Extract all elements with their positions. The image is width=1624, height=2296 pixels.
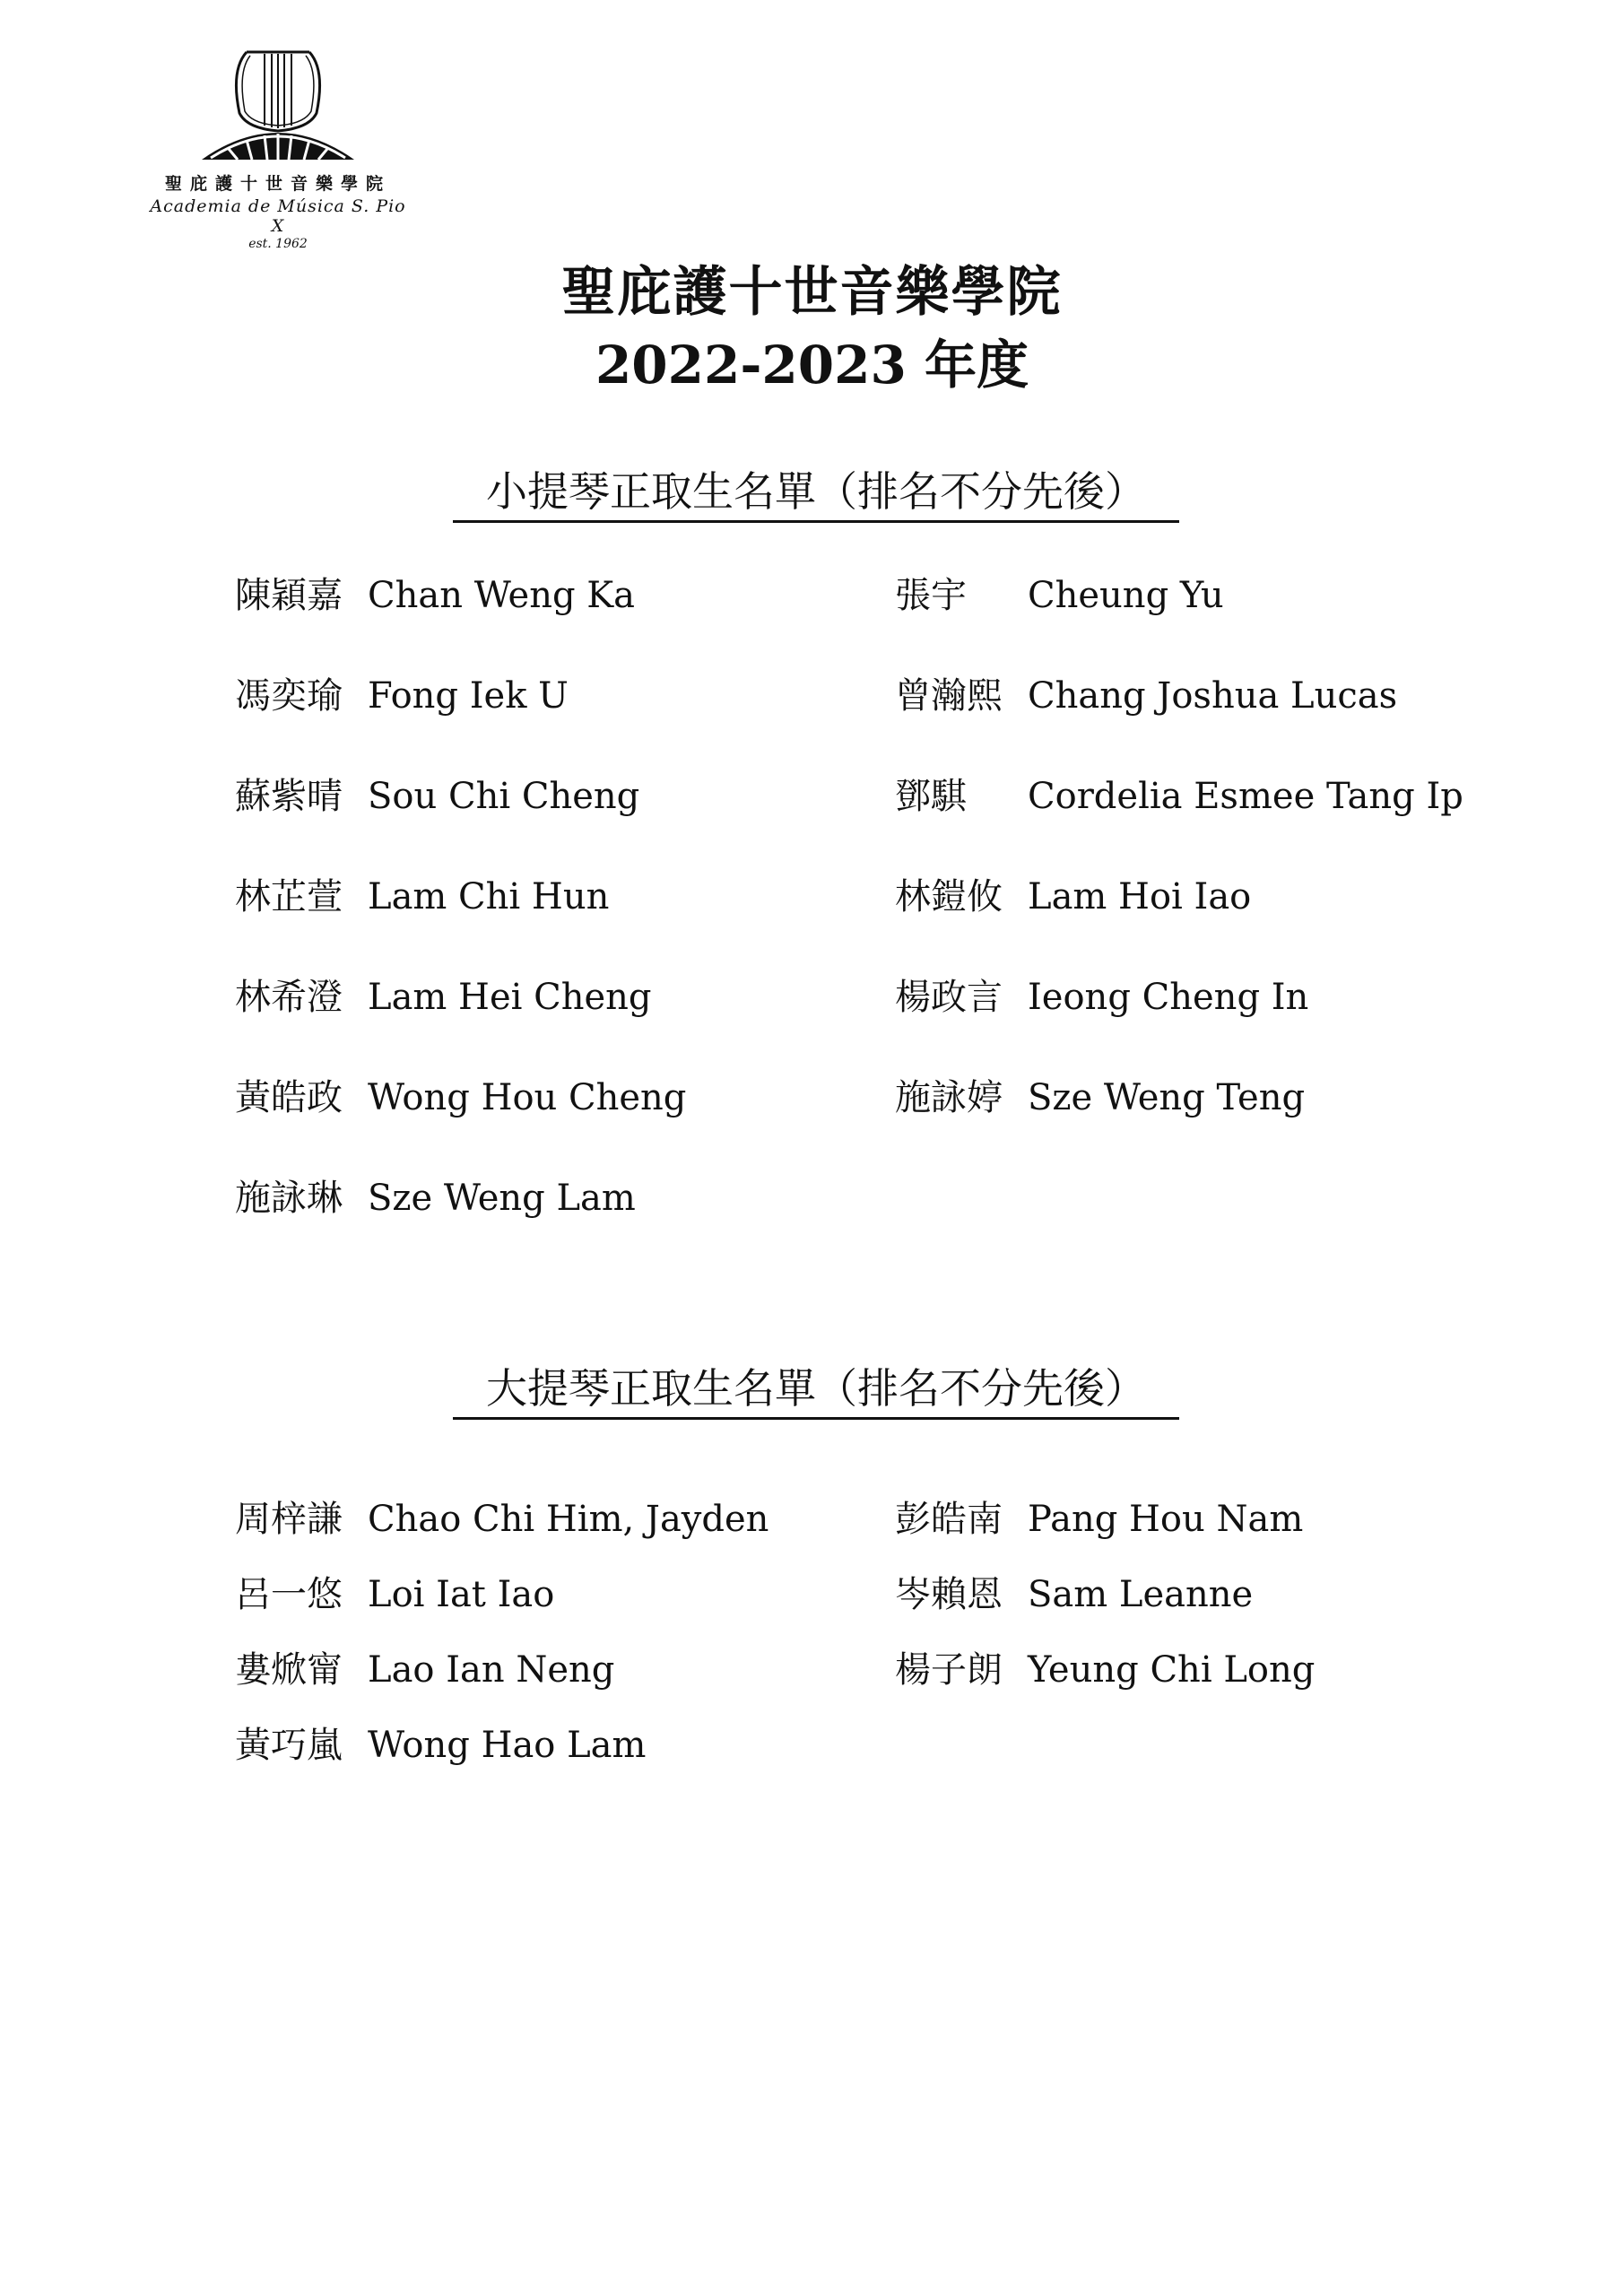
- student-name-cn: 林希澄: [235, 977, 343, 1018]
- student-entry: [235, 1170, 636, 1221]
- student-name-cn: 楊子朗: [895, 1649, 1003, 1691]
- student-entry: [235, 1717, 646, 1768]
- student-name-en: Cordelia Esmee Tang Ip: [1028, 776, 1463, 817]
- student-entry: [235, 1641, 614, 1692]
- student-name-cn: 岑賴恩: [895, 1574, 1003, 1615]
- student-name-cn: 鄧騏: [895, 776, 967, 817]
- academy-logo: [143, 43, 413, 251]
- student-name-cn: 林鎧攸: [895, 876, 1003, 918]
- lyre-piano-icon: [175, 43, 381, 169]
- student-name-cn: 婁焮甯: [235, 1649, 343, 1691]
- student-entry: [235, 1491, 769, 1542]
- student-name-en: Ieong Cheng In: [1028, 977, 1309, 1018]
- student-name-en: Lao Ian Neng: [368, 1649, 615, 1691]
- student-entry: [895, 969, 1308, 1020]
- student-name-en: Loi Iat Iao: [368, 1574, 555, 1615]
- student-name-en: Lam Hoi Iao: [1028, 876, 1252, 918]
- violin-list-heading: 小提琴正取生名單（排名不分先後）: [453, 459, 1179, 523]
- student-name-cn: 黃巧嵐: [235, 1725, 343, 1766]
- student-entry: [235, 1069, 686, 1120]
- logo-name-cn: 聖庇護十世音樂學院: [164, 174, 391, 194]
- page-title: 聖庇護十世音樂學院: [561, 261, 1063, 324]
- student-name-cn: 蘇紫晴: [235, 776, 343, 817]
- student-name-cn: 陳穎嘉: [235, 575, 343, 616]
- student-entry: [895, 667, 1397, 718]
- student-name-cn: 林芷萱: [235, 876, 343, 918]
- logo-name-latin: Academia de Música S. Pio X: [150, 196, 406, 236]
- student-name-en: Lam Chi Hun: [368, 876, 610, 918]
- student-name-cn: 彭皓南: [895, 1499, 1003, 1540]
- cello-list-heading: 大提琴正取生名單（排名不分先後）: [453, 1356, 1179, 1420]
- student-entry: [235, 667, 569, 718]
- student-name-en: Cheung Yu: [1028, 575, 1224, 616]
- student-name-cn: 楊政言: [895, 977, 1003, 1018]
- student-name-cn: 黃皓政: [235, 1077, 343, 1118]
- student-name-cn: 周梓謙: [235, 1499, 343, 1540]
- student-name-en: Pang Hou Nam: [1028, 1499, 1304, 1540]
- student-entry: [235, 868, 609, 919]
- student-entry: [895, 1491, 1303, 1542]
- student-entry: [235, 1566, 554, 1617]
- student-entry: [235, 567, 635, 618]
- student-entry: [895, 868, 1251, 919]
- student-name-en: Fong Iek U: [368, 675, 569, 717]
- student-name-en: Lam Hei Cheng: [368, 977, 652, 1018]
- student-entry: [895, 1566, 1253, 1617]
- student-name-cn: 施詠琳: [235, 1178, 343, 1219]
- student-entry: [235, 969, 652, 1020]
- academic-year: 2022-2023 年度: [595, 335, 1029, 396]
- student-name-en: Chao Chi Him, Jayden: [368, 1499, 769, 1540]
- student-entry: [895, 567, 1224, 618]
- student-name-en: Wong Hao Lam: [368, 1725, 647, 1766]
- student-name-cn: 曾瀚熙: [895, 675, 1003, 717]
- student-name-cn: 呂一悠: [235, 1574, 343, 1615]
- student-name-cn: 張宇: [895, 575, 967, 616]
- student-entry: [895, 768, 1463, 819]
- student-name-cn: 施詠婷: [895, 1077, 1003, 1118]
- student-entry: [895, 1069, 1305, 1120]
- student-name-en: Sze Weng Teng: [1028, 1077, 1306, 1118]
- student-name-en: Sam Leanne: [1028, 1574, 1254, 1615]
- student-name-en: Chan Weng Ka: [368, 575, 636, 616]
- student-name-en: Chang Joshua Lucas: [1028, 675, 1398, 717]
- student-name-en: Sze Weng Lam: [368, 1178, 636, 1219]
- logo-established: est. 1962: [248, 237, 308, 251]
- student-entry: [235, 768, 639, 819]
- student-name-en: Wong Hou Cheng: [368, 1077, 687, 1118]
- student-name-en: Sou Chi Cheng: [368, 776, 640, 817]
- student-name-en: Yeung Chi Long: [1028, 1649, 1316, 1691]
- student-entry: [895, 1641, 1315, 1692]
- student-name-cn: 馮奕瑜: [235, 675, 343, 717]
